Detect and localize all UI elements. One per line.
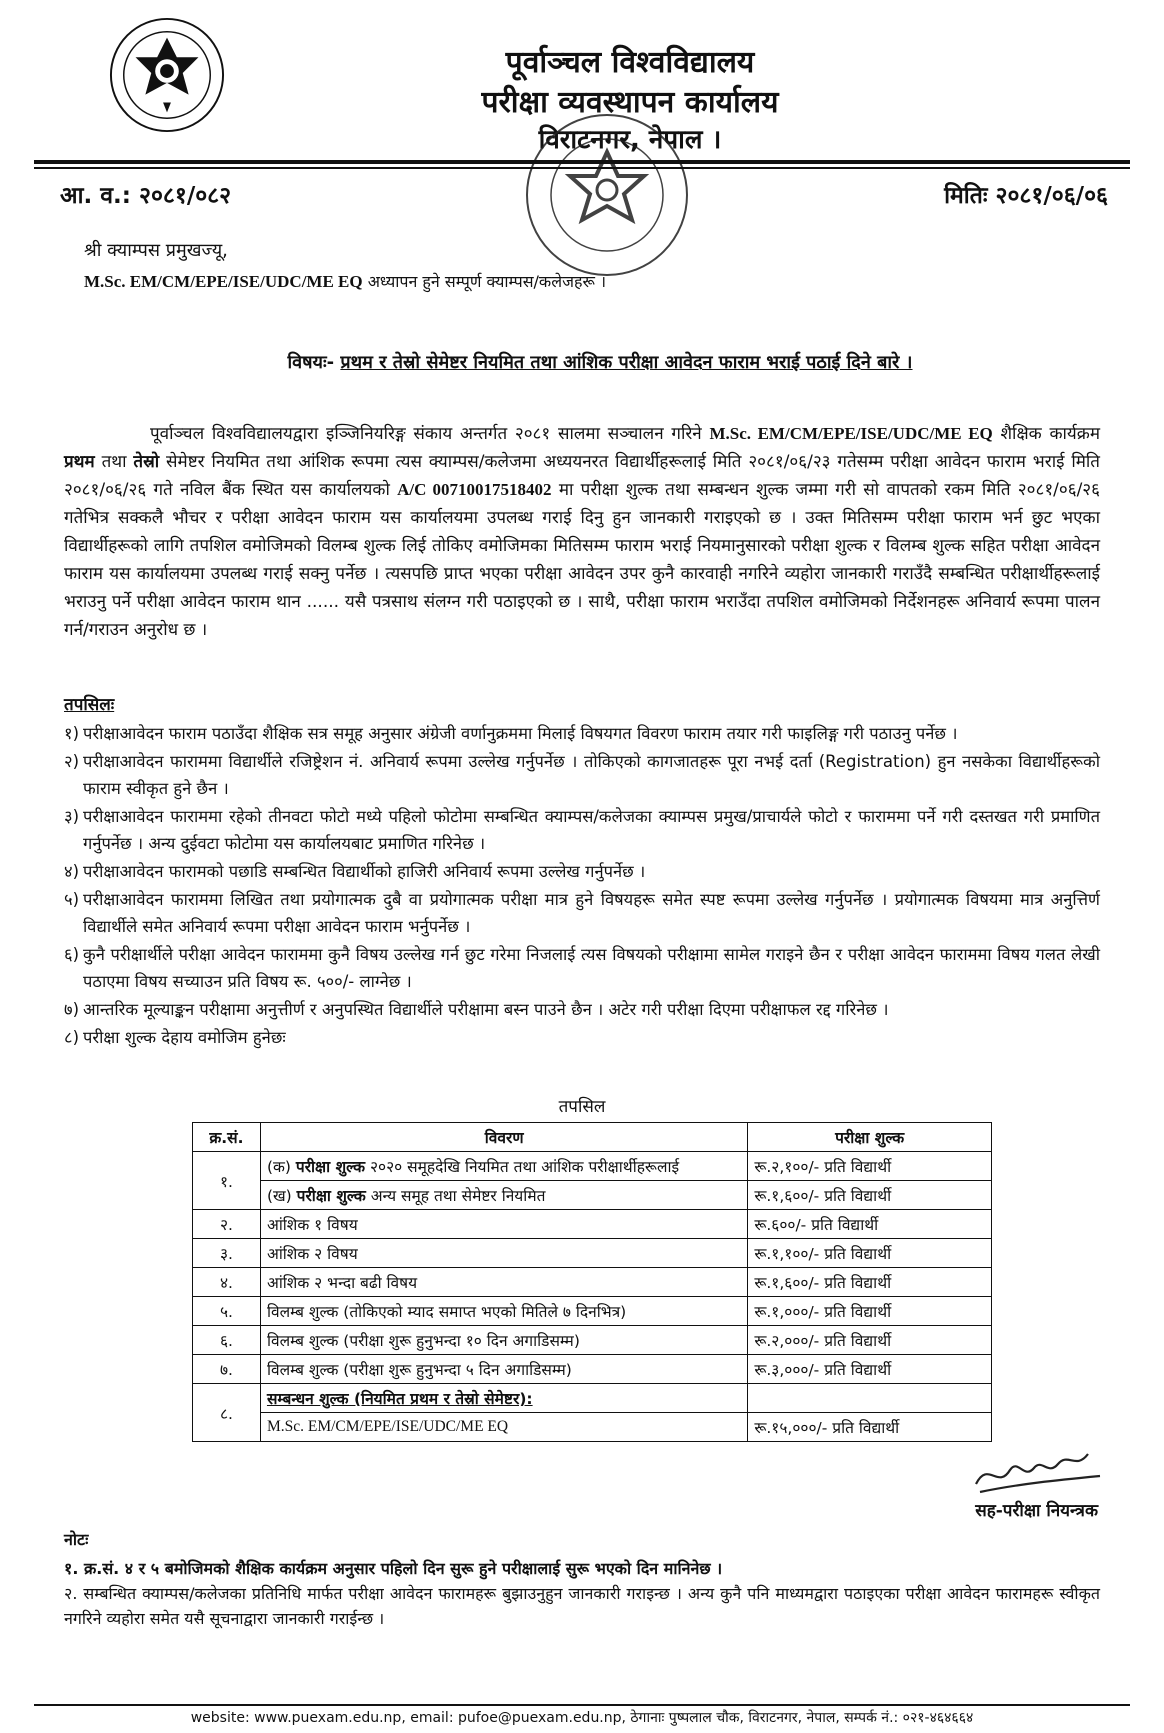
details-label: तपसिलः xyxy=(64,695,115,715)
office-stamp-icon xyxy=(522,110,692,280)
cell-serial: २. xyxy=(193,1210,261,1239)
item-text: आन्तरिक मूल्याङ्कन परीक्षामा अनुत्तीर्ण र अनुपस्थित विद्यार्थीले परीक्षामा बस्न पाउने छैन । अटेर गरी परीक्षा दिएमा परीक्षाफल रद्द गरिनेछ । xyxy=(83,1000,889,1019)
fiscal-year-ref: आ. व.: २०८१/०८२ xyxy=(60,183,232,209)
cell-rest: २०२० समूहदेखि नियमित तथा आंशिक परीक्षार्थीहरूलाई xyxy=(365,1158,680,1176)
table-row xyxy=(193,1268,992,1297)
office-city: विराटनगर, नेपाल । xyxy=(538,125,722,155)
addressee-programs xyxy=(84,270,606,292)
bank-account-number: A/C 00710017518402 xyxy=(397,480,552,499)
list-item xyxy=(64,941,1100,995)
item-text: परीक्षा शुल्क देहाय वमोजिम हुनेछः xyxy=(83,1028,286,1047)
cell-description: आंशिक २ भन्दा बढी विषय xyxy=(260,1268,747,1297)
fee-table xyxy=(192,1122,992,1442)
body-text-3: तथा xyxy=(94,452,134,472)
item-text: परीक्षाआवेदन फाराममा रहेको तीनवटा फोटो मध्ये पहिलो फोटोमा सम्बन्धित क्याम्पस/कलेजका क्याम्पस प्रमुख/प्राचार्यले फोटो र फाराममा पर्ने गरी दस्तखत गरी प्रमाणित गर्नुपर्नेछ । अन्य दुईवटा फोटोमा यस कार्यालयबाट प्रमाणित गरिनेछ । xyxy=(83,807,1100,853)
item-number: ५) xyxy=(64,890,80,909)
university-name: पूर्वाञ्चल विश्वविद्यालय xyxy=(505,45,755,80)
item-text: परीक्षाआवेदन फाराम पठाउँदा शैक्षिक सत्र समूह अनुसार अंग्रेजी वर्णानुक्रममा मिलाई विषयगत विवरण फाराम तयार गरी फाइलिङ्ग गरी पठाउनु पर्नेछ । xyxy=(83,724,958,743)
item-text: परीक्षाआवेदन फाराममा लिखित तथा प्रयोगात्मक दुबै वा प्रयोगात्मक परीक्षा मात्र हुने विषयहरू समेत स्पष्ट रूपमा उल्लेख गर्नुपर्नेछ । प्रयोगात्मक विषयमा मात्र अनुत्तिर्ण विद्यार्थीले समेत अनिवार्य रूपमा परीक्षा आवेदन फाराम भर्नुपर्नेछ । xyxy=(83,890,1100,936)
cell-rest: अन्य समूह तथा सेमेष्टर नियमित xyxy=(365,1187,546,1205)
table-header-row xyxy=(193,1123,992,1152)
table-row xyxy=(193,1210,992,1239)
cell-fee: रू.६००/- प्रति विद्यार्थी xyxy=(748,1210,992,1239)
table-row xyxy=(193,1152,992,1181)
item-number: ६) xyxy=(64,945,80,964)
addressee-rest: अध्यापन हुने सम्पूर्ण क्याम्पस/कलेजहरू । xyxy=(362,272,607,291)
cell-fee: रू.३,०००/- प्रति विद्यार्थी xyxy=(748,1355,992,1384)
table-row xyxy=(193,1413,992,1442)
body-text-4: सेमेष्टर नियमित तथा आंशिक रूपमा त्यस क्याम्पस/कलेजमा अध्ययनरत विद्यार्थीहरूलाई मिति २०८१/०६/२३ गतेसम्म परीक्षा आवेदन फाराम भराई मिति २०८१/०६/२६ गते नविल बैंक स्थित यस कार्यालयको xyxy=(64,452,1100,500)
body-text-5: मा परीक्षा शुल्क तथा सम्बन्धन शुल्क जम्मा गरी सो वापतको रकम मिति २०८१/०६/२६ गतेभित्र सक्कलै भौचर र परीक्षा आवेदन फाराम यस कार्यालयमा उपलब्ध गराई दिनु हुन जानकारी गराइएको छ । उक्त मितिसम्म परीक्षा फाराम भर्न छुट भएका विद्यार्थीहरूको लागि तपशिल वमोजिमको विलम्ब शुल्क लिई तोकिए वमोजिमका मितिसम्म फाराम भराई नियमानुसारको परीक्षा शुल्क र विलम्ब शुल्क सहित परीक्षा आवेदन फाराम यस कार्यालयमा उपलब्ध गराई सक्नु पर्नेछ । त्यसपछि प्राप्त भएका परीक्षा आवेदन उपर कुनै कारवाही नगरिने व्यहोरा जानकारी गराउँदै सम्बन्धित परीक्षार्थीहरूलाई भराउनु पर्ने परीक्षा आवेदन फाराम थान ...... यसै पत्रसाथ संलग्न गरी पठाइएको छ । साथै, परीक्षा फाराम भराउँदा तपशिल वमोजिमको निर्देशनहरू अनिवार्य रूपमा पालन गर्न/गराउन अनुरोध छ । xyxy=(64,480,1100,640)
footer-rule xyxy=(34,1704,1130,1706)
signature-icon xyxy=(968,1440,1108,1500)
list-item xyxy=(64,1024,1100,1051)
header-rule-thick xyxy=(34,160,1130,164)
cell-serial: ४. xyxy=(193,1268,261,1297)
cell-serial: ८. xyxy=(193,1384,261,1442)
cell-fee: रू.१५,०००/- प्रति विद्यार्थी xyxy=(748,1413,992,1442)
body-paragraph xyxy=(64,420,1100,644)
cell-description xyxy=(260,1152,747,1181)
signatory-title: सह-परीक्षा नियन्त्रक xyxy=(975,1501,1098,1521)
table-row xyxy=(193,1326,992,1355)
item-number: ३) xyxy=(64,807,80,826)
instruction-list xyxy=(64,720,1100,1052)
note-item: १. क्र.सं. ४ र ५ बमोजिमको शैक्षिक कार्यक्रम अनुसार पहिलो दिन सुरू हुने परीक्षालाई सुरू भएको दिन मानिनेछ । xyxy=(64,1559,723,1578)
list-item xyxy=(64,886,1100,940)
item-number: ८) xyxy=(64,1028,80,1047)
cell-description: आंशिक १ विषय xyxy=(260,1210,747,1239)
cell-description: M.Sc. EM/CM/EPE/ISE/UDC/ME EQ xyxy=(260,1413,747,1442)
table-row xyxy=(193,1355,992,1384)
table-row xyxy=(193,1297,992,1326)
cell-description: विलम्ब शुल्क (परीक्षा शुरू हुनुभन्दा १० दिन अगाडिसम्म) xyxy=(260,1326,747,1355)
cell-bold: परीक्षा शुल्क xyxy=(296,1187,366,1205)
cell-description xyxy=(260,1181,747,1210)
item-number: ४) xyxy=(64,862,80,881)
header-fee: परीक्षा शुल्क xyxy=(748,1123,992,1152)
footer-contact: website: www.puexam.edu.np, email: pufoe@puexam.edu.np, ठेगानाः पुष्पलाल चौक, विराटनगर, नेपाल, सम्पर्क नं.: ०२१-४६४६६४ xyxy=(190,1710,974,1726)
cell-fee: रू.२,०००/- प्रति विद्यार्थी xyxy=(748,1326,992,1355)
cell-fee: रू.१,६००/- प्रति विद्यार्थी xyxy=(748,1181,992,1210)
cell-serial: ६. xyxy=(193,1326,261,1355)
cell-description: विलम्ब शुल्क (परीक्षा शुरू हुनुभन्दा ५ दिन अगाडिसम्म) xyxy=(260,1355,747,1384)
cell-serial: ३. xyxy=(193,1239,261,1268)
subject-text: प्रथम र तेस्रो सेमेष्टर नियमित तथा आंशिक परीक्षा आवेदन फाराम भराई पठाई दिने बारे । xyxy=(340,352,913,373)
body-third: तेस्रो xyxy=(133,452,160,472)
list-item xyxy=(64,803,1100,857)
item-text: परीक्षाआवेदन फारामको पछाडि सम्बन्धित विद्यार्थीको हाजिरी अनिवार्य रूपमा उल्लेख गर्नुपर्नेछ । xyxy=(83,862,646,881)
subject-label: विषयः- xyxy=(287,352,341,373)
university-logo-icon xyxy=(108,16,226,134)
cell-description: विलम्ब शुल्क (तोकिएको म्याद समाप्त भएको मितिले ७ दिनभित्र) xyxy=(260,1297,747,1326)
issue-date: मितिः २०८१/०६/०६ xyxy=(944,183,1108,209)
item-number: ७) xyxy=(64,1000,80,1019)
list-item xyxy=(64,858,1100,885)
table-row xyxy=(193,1181,992,1210)
cell-fee: रू.१,०००/- प्रति विद्यार्थी xyxy=(748,1297,992,1326)
list-item xyxy=(64,748,1100,802)
item-text: परीक्षाआवेदन फाराममा विद्यार्थीले रजिष्ट्रेशन नं. अनिवार्य रूपमा उल्लेख गर्नुपर्नेछ । तोकिएको कागजातहरू पूरा नभई दर्ता (Registration) हुन नसकेका विद्यार्थीहरूको फाराम स्वीकृत हुने छैन । xyxy=(83,752,1100,798)
list-item xyxy=(64,996,1100,1023)
office-name: परीक्षा व्यवस्थापन कार्यालय xyxy=(481,85,779,120)
cell-description: आंशिक २ विषय xyxy=(260,1239,747,1268)
cell-bold: परीक्षा शुल्क xyxy=(295,1158,366,1176)
cell-serial: ७. xyxy=(193,1355,261,1384)
body-text-2: शैक्षिक कार्यक्रम xyxy=(992,424,1100,444)
body-program: M.Sc. EM/CM/EPE/ISE/UDC/ME EQ xyxy=(709,424,993,443)
table-caption: तपसिल xyxy=(558,1097,606,1117)
cell-fee: रू.१,१००/- प्रति विद्यार्थी xyxy=(748,1239,992,1268)
subject-line xyxy=(150,350,1050,374)
cell-prefix: (क) xyxy=(266,1158,296,1176)
cell-description: सम्बन्धन शुल्क (नियमित प्रथम र तेस्रो सेमेष्टर): xyxy=(260,1384,747,1413)
cell-fee: रू.१,६००/- प्रति विद्यार्थी xyxy=(748,1268,992,1297)
table-row xyxy=(193,1239,992,1268)
cell-prefix: (ख) xyxy=(266,1187,297,1205)
notes xyxy=(64,1556,1100,1631)
program-name: M.Sc. EM/CM/EPE/ISE/UDC/ME EQ xyxy=(84,272,363,291)
table-row xyxy=(193,1384,992,1413)
item-text: कुनै परीक्षार्थीले परीक्षा आवेदन फाराममा कुनै विषय उल्लेख गर्न छुट गरेमा निजलाई त्यस विषयको परीक्षामा सामेल गराइने छैन र परीक्षा आवेदन फाराममा विषय गलत लेखी पठाएमा विषय सच्याउन प्रति विषय रू. ५००/- लाग्नेछ । xyxy=(83,945,1100,991)
body-first: प्रथम xyxy=(64,452,95,472)
note-item: २. सम्बन्धित क्याम्पस/कलेजका प्रतिनिधि मार्फत परीक्षा आवेदन फारामहरू बुझाउनुहुन जानकारी गराइन्छ । अन्य कुनै पनि माध्यमद्वारा पठाइएका परीक्षा आवेदन फारामहरू स्वीकृत नगरिने व्यहोरा समेत यसै सूचनाद्वारा जानकारी गराईन्छ । xyxy=(64,1584,1100,1628)
cell-fee-empty xyxy=(748,1384,992,1413)
header-rule-thin xyxy=(34,167,1130,169)
cell-serial: ५. xyxy=(193,1297,261,1326)
cell-fee: रू.२,१००/- प्रति विद्यार्थी xyxy=(748,1152,992,1181)
note-title: नोटः xyxy=(64,1530,89,1549)
list-item xyxy=(64,720,1100,747)
item-number: १) xyxy=(64,724,80,743)
addressee: श्री क्याम्पस प्रमुखज्यू, xyxy=(84,240,228,261)
cell-serial: १. xyxy=(193,1152,261,1210)
item-number: २) xyxy=(64,752,80,771)
body-text-1: पूर्वाञ्चल विश्वविद्यालयद्वारा इञ्जिनियरिङ्ग संकाय अन्तर्गत २०८१ सालमा सञ्चालन गरिने xyxy=(150,424,710,444)
header-serial: क्र.सं. xyxy=(193,1123,261,1152)
header-description: विवरण xyxy=(260,1123,747,1152)
